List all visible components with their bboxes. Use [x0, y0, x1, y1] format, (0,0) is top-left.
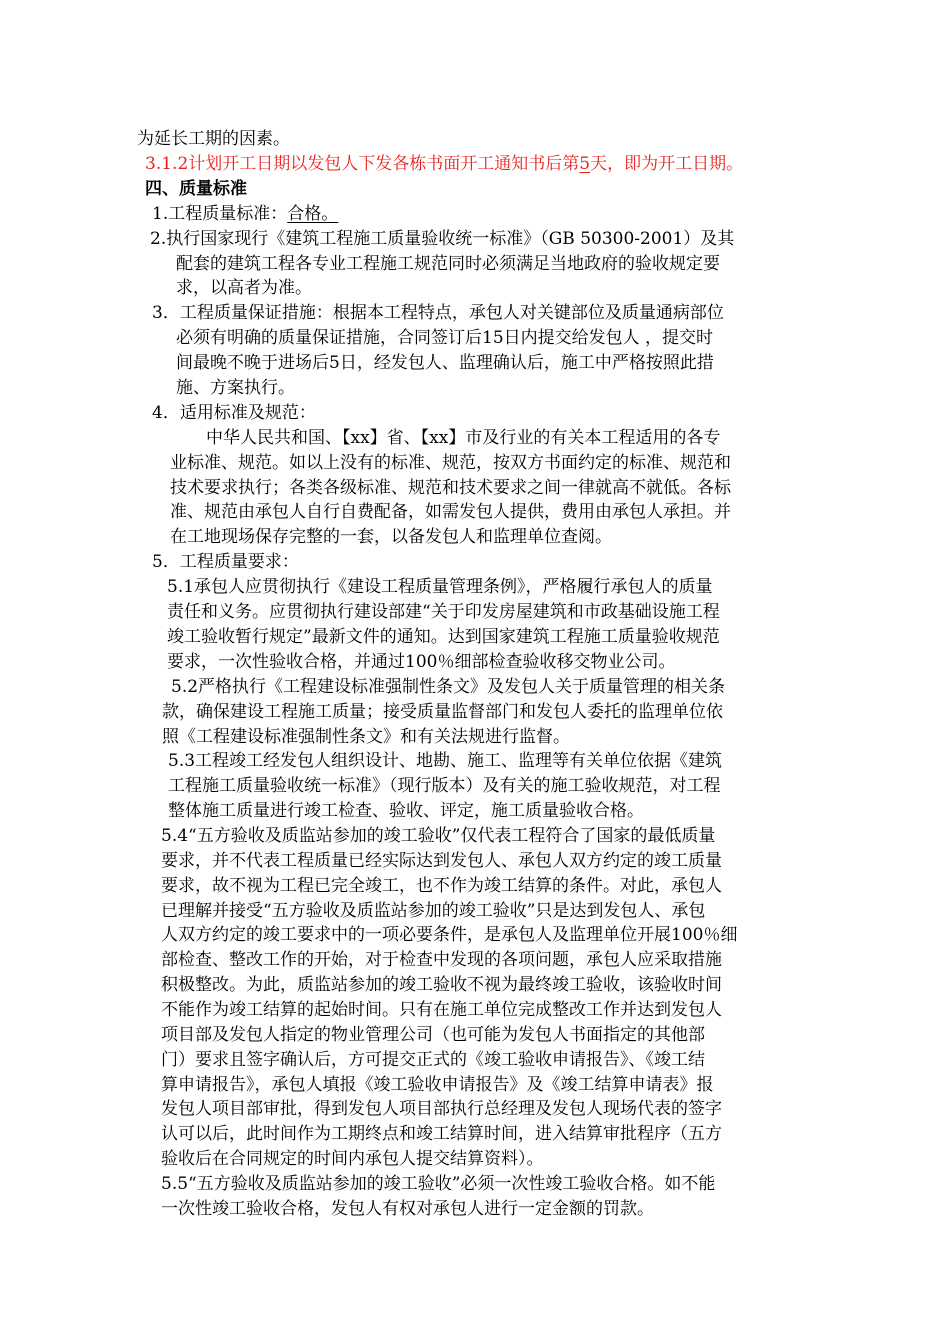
item-4-line: 技术要求执行；各类各级标准、规范和技术要求之间一律就高不就低。各标 [170, 478, 731, 498]
item-4-line: 准、规范由承包人自行自费配备，如需发包人提供，费用由承包人承担。并 [170, 502, 731, 522]
item-5-4-line: 人双方约定的竣工要求中的一项必要条件，是承包人及监理单位开展100％细 [161, 925, 738, 945]
item-5-4-line: 门）要求且签字确认后，方可提交正式的《竣工验收申请报告》、《竣工结 [161, 1050, 705, 1070]
item-5-4-line: 5.4“五方验收及质监站参加的竣工验收”仅代表工程符合了国家的最低质量 [161, 826, 716, 846]
section-heading: 四、质量标准 [145, 179, 247, 199]
item-1-label: 1.工程质量标准： [152, 204, 288, 224]
item-3-line: 3．工程质量保证措施：根据本工程特点，承包人对关键部位及质量通病部位 [152, 303, 724, 323]
item-5-3-line: 工程施工质量验收统一标准》（现行版本）及有关的施工验收规范，对工程 [168, 776, 721, 796]
start-day-value: 5 [579, 154, 591, 174]
item-5-5-line: 一次性竣工验收合格，发包人有权对承包人进行一定金额的罚款。 [161, 1199, 654, 1219]
item-2-line: 求，以高者为准。 [176, 278, 312, 298]
item-1-value: 合格。 [287, 204, 339, 224]
item-2-line: 2.执行国家现行《建筑工程施工质量验收统一标准》（GB 50300-2001）及其 [150, 229, 735, 249]
item-5-1-line: 要求，一次性验收合格，并通过100％细部检查验收移交物业公司。 [167, 652, 676, 672]
item-5-1-line: 责任和义务。应贯彻执行建设部建“关于印发房屋建筑和市政基础设施工程 [167, 602, 720, 622]
item-5-2-line: 款，确保建设工程施工质量；接受质量监督部门和发包人委托的监理单位依 [162, 702, 723, 722]
item-5-3-line: 5.3工程竣工经发包人组织设计、地勘、施工、监理等有关单位依据《建筑 [168, 751, 723, 771]
item-5-4-line: 项目部及发包人指定的物业管理公司（也可能为发包人书面指定的其他部 [161, 1025, 705, 1045]
item-5-4-line: 已理解并接受“五方验收及质监站参加的竣工验收”只是达到发包人、承包 [161, 901, 706, 921]
item-5-4-line: 要求，并不代表工程质量已经实际达到发包人、承包人双方约定的竣工质量 [161, 851, 722, 871]
item-1 [152, 203, 338, 225]
item-5-1-line: 竣工验收暂行规定”最新文件的通知。达到国家建筑工程施工质量验收规范 [167, 627, 720, 647]
item-5-1-line: 5.1承包人应贯彻执行《建设工程质量管理条例》，严格履行承包人的质量 [167, 577, 713, 597]
item-5-4-line: 算申请报告》，承包人填报《竣工验收申请报告》及《竣工结算申请表》报 [161, 1075, 714, 1095]
item-5-2-line: 照《工程建设标准强制性条文》和有关法规进行监督。 [162, 727, 570, 747]
item-5-4-line: 不能作为竣工结算的起始时间。只有在施工单位完成整改工作并达到发包人 [161, 1000, 722, 1020]
item-4-line: 业标准、规范。如以上没有的标准、规范，按双方书面约定的标准、规范和 [170, 453, 731, 473]
item-2-line: 配套的建筑工程各专业工程施工规范同时必须满足当地政府的验收规定要 [176, 254, 720, 274]
item-5-4-line: 积极整改。为此，质监站参加的竣工验收不视为最终竣工验收，该验收时间 [161, 975, 722, 995]
item-5-4-line: 发包人项目部审批，得到发包人项目部执行总经理及发包人现场代表的签字 [161, 1099, 722, 1119]
item-4-heading: 4．适用标准及规范： [152, 403, 316, 423]
item-5-4-line: 验收后在合同规定的时间内承包人提交结算资料）。 [161, 1149, 544, 1169]
item-5-3-line: 整体施工质量进行竣工检查、验收、评定，施工质量验收合格。 [168, 801, 644, 821]
item-5-heading: 5．工程质量要求： [152, 552, 299, 572]
item-3-line: 间最晚不晚于进场后5日，经发包人、监理确认后，施工中严格按照此措 [176, 353, 714, 373]
item-5-5-line: 5.5“五方验收及质监站参加的竣工验收”必须一次性竣工验收合格。如不能 [161, 1174, 716, 1194]
item-4-line: 在工地现场保存完整的一套，以备发包人和监理单位查阅。 [170, 527, 612, 547]
item-4-line: 中华人民共和国、【xx】省、【xx】市及行业的有关本工程适用的各专 [206, 428, 721, 448]
previous-text-line: 为延长工期的因素。 [137, 129, 290, 149]
item-5-2-line: 5.2严格执行《工程建设标准强制性条文》及发包人关于质量管理的相关条 [171, 677, 726, 697]
item-3-line: 必须有明确的质量保证措施，合同签订后15日内提交给发包人 ，提交时 [176, 328, 714, 348]
item-3-1-2 [145, 153, 743, 175]
item-5-4-line: 部检查、整改工作的开始，对于检查中发现的各项问题，承包人应采取措施 [161, 950, 722, 970]
item-5-4-line: 认可以后，此时间作为工期终点和竣工结算时间，进入结算审批程序（五方 [161, 1124, 722, 1144]
item-3-1-2-prefix: 3.1.2计划开工日期以发包人下发各栋书面开工通知书后第 [145, 154, 580, 174]
item-3-line: 施、方案执行。 [176, 378, 295, 398]
item-3-1-2-suffix: 天，即为开工日期。 [590, 154, 744, 174]
item-5-4-line: 要求，故不视为工程已完全竣工，也不作为竣工结算的条件。对此，承包人 [161, 876, 722, 896]
